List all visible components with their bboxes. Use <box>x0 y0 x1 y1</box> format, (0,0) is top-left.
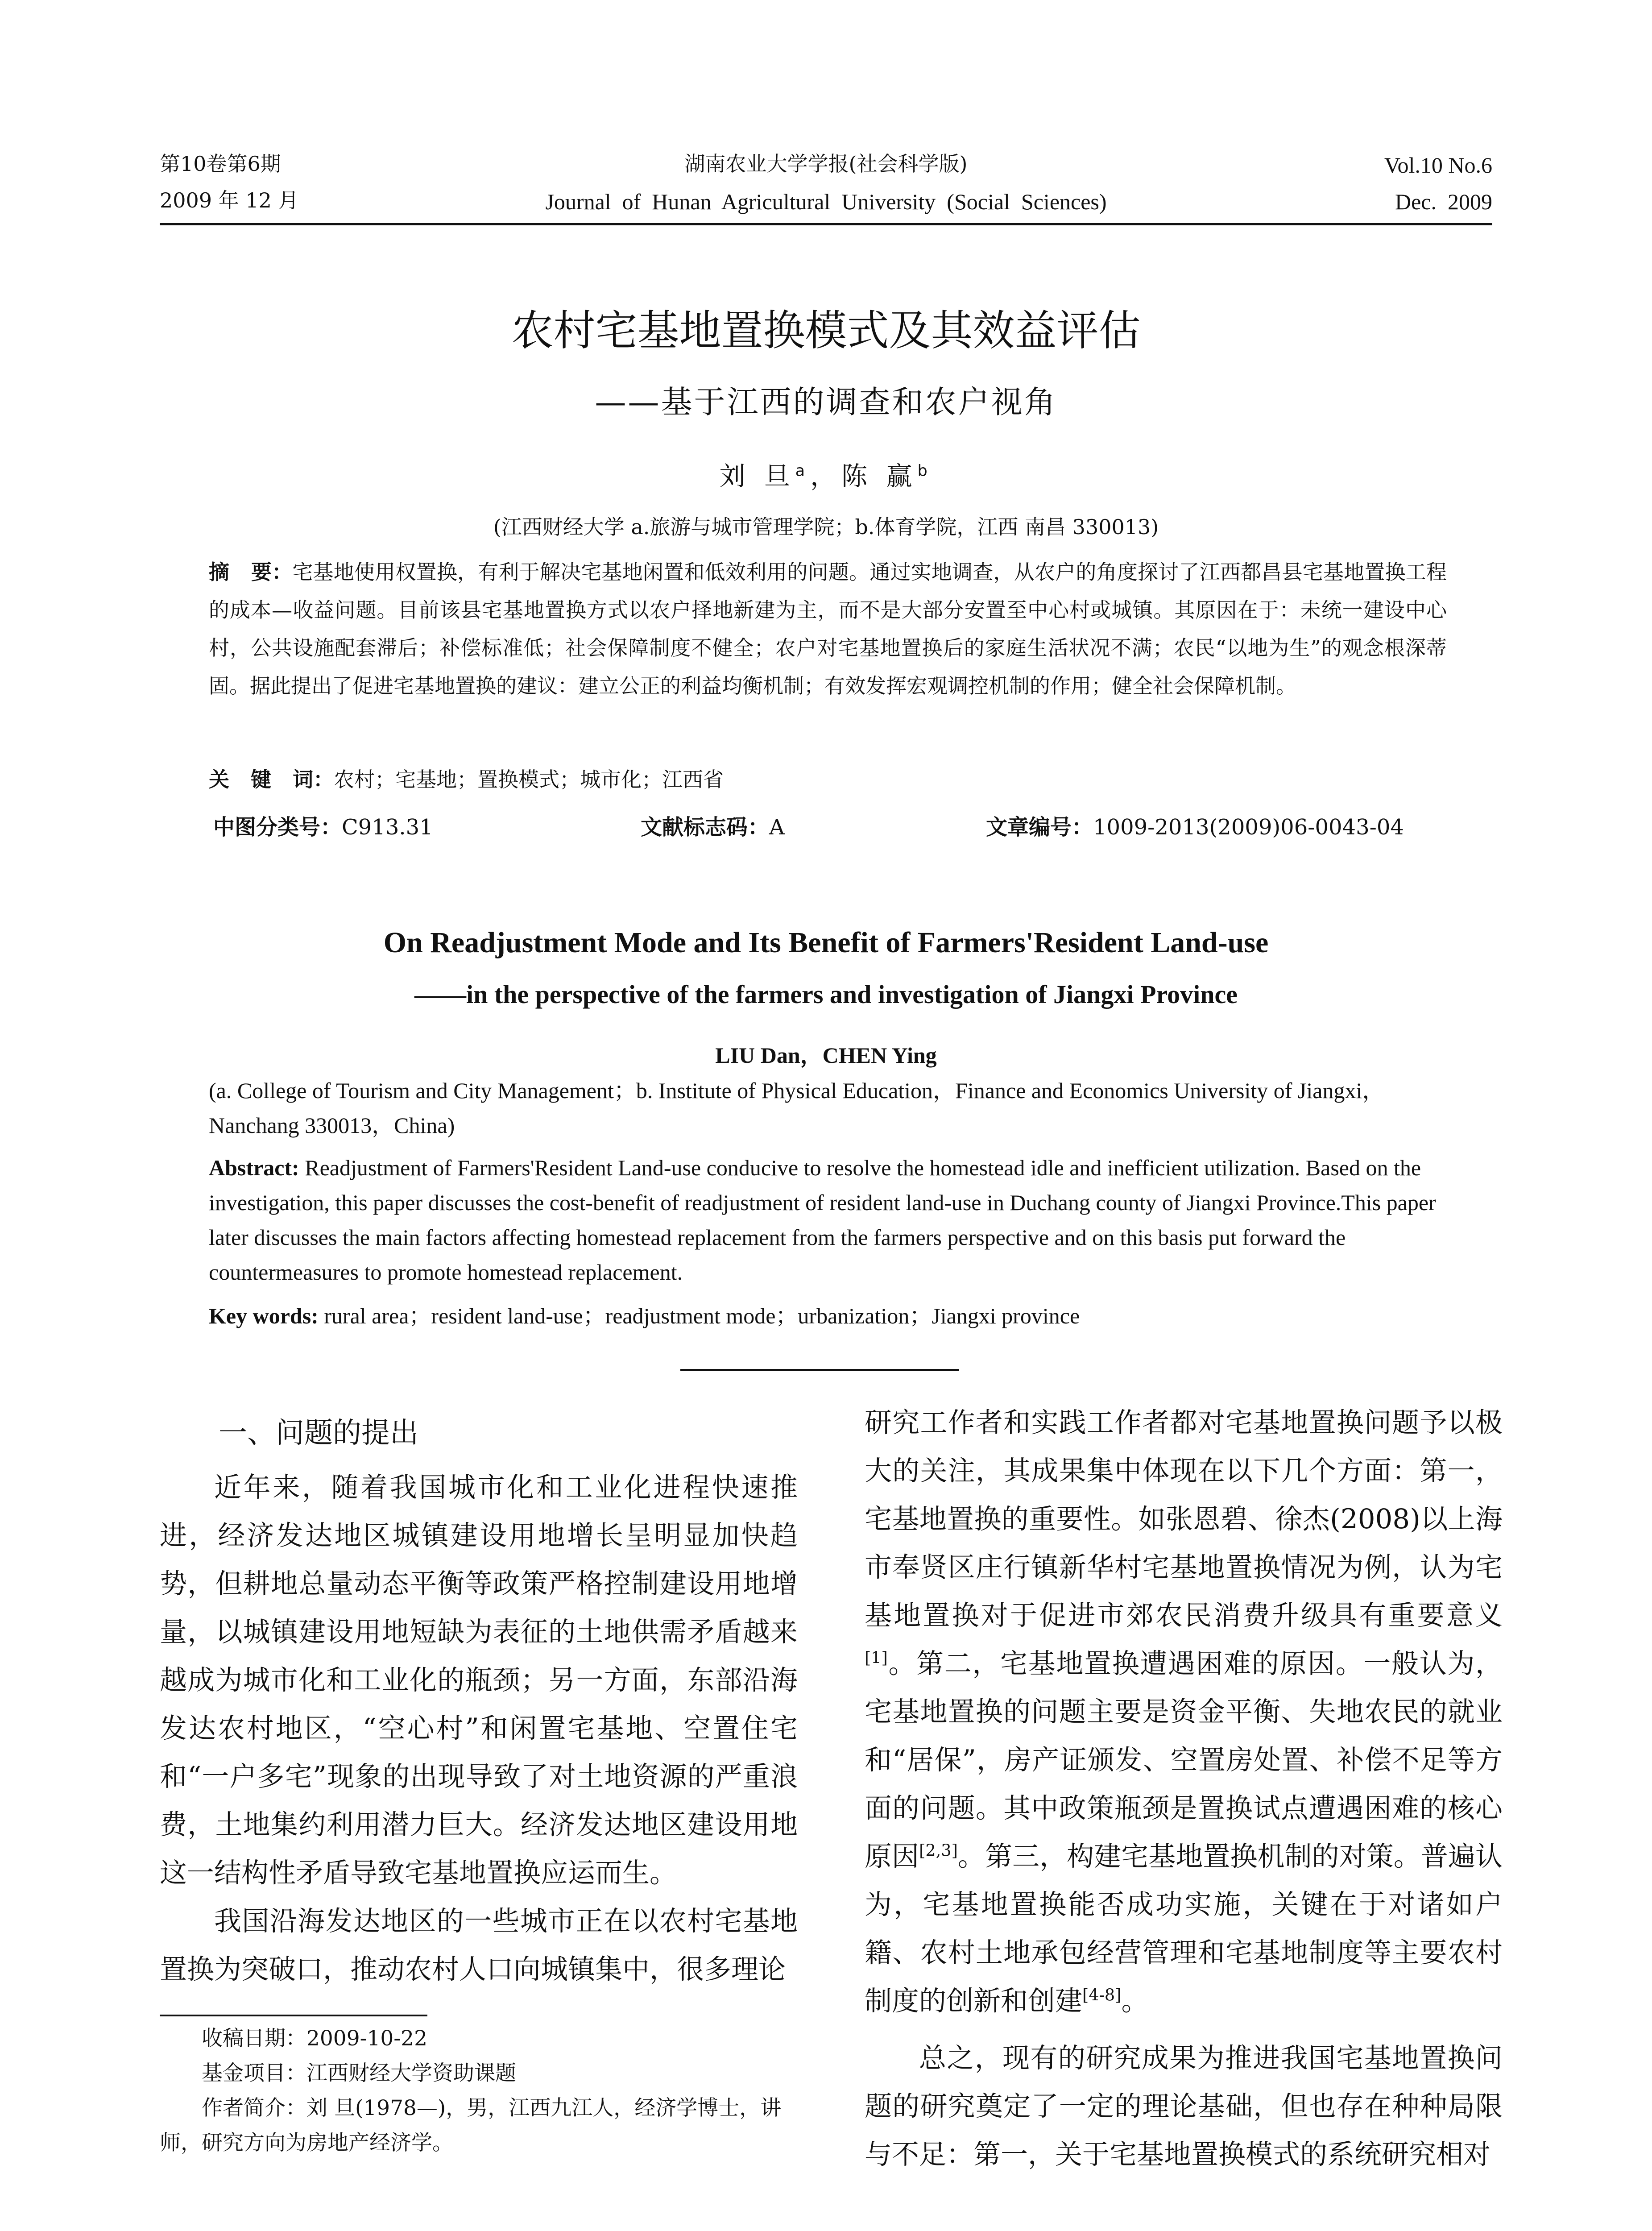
abstract-en-text: Readjustment of Farmers'Resident Land-use conducive to resolve the homestead idle and inefficient utilization. Based on the investigation, this paper discusses the cost-benefit of readjustment of resident land-use in Duchang county of Jiangxi Province.This paper later discusses the main factors affecting homestead replacement from the farmers perspective and on this basis put forward the countermeasures to promote homestead replacement. <box>209 1155 1436 1285</box>
body-paragraph: 我国沿海发达地区的一些城市正在以农村宅基地置换为突破口，推动农村人口向城镇集中，很多理论 <box>160 1905 798 1985</box>
keywords-cn-text: 农村；宅基地；置换模式；城市化；江西省 <box>334 767 724 792</box>
body-paragraph: 总之，现有的研究成果为推进我国宅基地置换问题的研究奠定了一定的理论基础，但也存在种种局限与不足：第一，关于宅基地置换模式的系统研究相对 <box>865 2042 1503 2170</box>
abstract-divider <box>680 1369 959 1371</box>
author-2: 陈 赢 <box>841 461 918 491</box>
keywords-en-text: rural area；resident land-use；readjustment mode；urbanization；Jiangxi province <box>318 1303 1080 1328</box>
abstract-cn-label: 摘 要： <box>209 560 293 584</box>
author-1-affil: a <box>795 462 811 480</box>
header-volume-en: Vol.10 No.6 <box>1384 153 1492 178</box>
subtitle-en: ——in the perspective of the farmers and investigation of Jiangxi Province <box>414 980 1238 1009</box>
authors-cn <box>0 455 1652 493</box>
title-en: On Readjustment Mode and Its Benefit of Farmers'Resident Land-use <box>383 926 1269 959</box>
left-column <box>160 1464 798 1994</box>
doc-code-value: A <box>769 815 785 840</box>
right-column <box>865 1399 1503 2179</box>
abstract-en <box>209 1150 1447 1290</box>
footnote-author-bio: 作者简介：刘 旦(1978—)，男，江西九江人，经济学博士，讲师，研究方向为房地产经济学。 <box>160 2096 782 2155</box>
footnotes <box>160 2021 798 2161</box>
clc-value: C913.31 <box>342 815 433 840</box>
subtitle-cn: ——基于江西的调查和农户视角 <box>595 384 1057 420</box>
right-para-part: 研究工作者和实践工作者都对宅基地置换问题予以极大的关注，其成果集中体现在以下几个方面：第一，宅基地置换的重要性。如张恩碧、徐杰(2008)以上海市奉贤区庄行镇新华村宅基地置换情况为例，认为宅基地置换对于促进市郊农民消费升级具有重要意义 <box>865 1407 1503 1631</box>
header-journal-en: Journal of Hunan Agricultural University (Social Sciences) <box>545 189 1107 214</box>
clc-number <box>213 810 433 841</box>
doc-code-label: 文献标志码： <box>641 815 770 840</box>
body-paragraph: 近年来，随着我国城市化和工业化进程快速推进，经济发达地区城镇建设用地增长呈明显加快趋势，但耕地总量动态平衡等政策严格控制建设用地增量，以城镇建设用地短缺为表征的土地供需矛盾越来越成为城市化和工业化的瓶颈；另一方面，东部沿海发达农村地区，“空心村”和闲置宅基地、空置住宅和“一户多宅”现象的出现导致了对土地资源的严重浪费，土地集约利用潜力巨大。经济发达地区建设用地这一结构性矛盾导致宅基地置换应运而生。 <box>160 1472 798 1889</box>
section-1-heading: 一、问题的提出 <box>219 1417 418 1450</box>
title-cn: 农村宅基地置换模式及其效益评估 <box>511 307 1141 355</box>
authors-en: LIU Dan，CHEN Ying <box>715 1043 937 1068</box>
right-para-part: 。第二，宅基地置换遭遇困难的原因。一般认为，宅基地置换的问题主要是资金平衡、失地农民的就业和“居保”，房产证颁发、空置房处置、补偿不足等方面的问题。其中政策瓶颈是置换试点遭遇困难的核心原因 <box>865 1648 1503 1872</box>
abstract-cn <box>209 553 1447 705</box>
keywords-en <box>209 1298 1447 1333</box>
right-para-part: 。 <box>1121 1985 1149 2017</box>
header-date-en: Dec. 2009 <box>1395 189 1492 214</box>
article-no-label: 文章编号： <box>986 815 1093 840</box>
abstract-en-label: Abstract: <box>209 1155 299 1180</box>
affiliation-en: (a. College of Tourism and City Management；b. Institute of Physical Education，Finance and Economics University of Jiangxi，Nanchang 330013，China) <box>209 1078 1385 1138</box>
author-separator: ， <box>810 461 842 491</box>
header-rule <box>160 223 1492 225</box>
abstract-cn-text: 宅基地使用权置换，有利于解决宅基地闲置和低效利用的问题。通过实地调查，从农户的角度探讨了江西都昌县宅基地置换工程的成本—收益问题。目前该县宅基地置换方式以农户择地新建为主，而不是大部分安置至中心村或城镇。其原因在于：未统一建设中心村，公共设施配套滞后；补偿标准低；社会保障制度不健全；农户对宅基地置换后的家庭生活状况不满；农民“以地为生”的观念根深蒂固。据此提出了促进宅基地置换的建议：建立公正的利益均衡机制；有效发挥宏观调控机制的作用；健全社会保障机制。 <box>209 560 1447 698</box>
keywords-cn <box>209 761 1447 799</box>
keywords-en-label: Key words: <box>209 1303 319 1328</box>
header-date-cn: 2009 年 12 月 <box>160 188 299 212</box>
article-number <box>986 810 1404 841</box>
article-no-value: 1009-2013(2009)06-0043-04 <box>1093 815 1404 840</box>
right-para-part: 。第三，构建宅基地置换机制的对策。普遍认为，宅基地置换能否成功实施，关键在于对诸如户籍、农村土地承包经营管理和宅基地制度等主要农村制度的创新和创建 <box>865 1841 1503 2017</box>
clc-label: 中图分类号： <box>213 815 342 840</box>
footnote-received: 收稿日期：2009-10-22 <box>202 2026 427 2051</box>
author-2-affil: b <box>917 462 933 480</box>
citation-ref: [2,3] <box>919 1841 958 1860</box>
citation-ref: [4-8] <box>1082 1985 1122 2005</box>
document-code <box>641 810 785 841</box>
author-1: 刘 旦 <box>719 461 795 491</box>
affiliation-cn: (江西财经大学 a.旅游与城市管理学院；b.体育学院，江西 南昌 330013) <box>493 515 1159 539</box>
footnote-rule <box>160 2015 427 2016</box>
header-journal-cn: 湖南农业大学学报(社会科学版) <box>684 152 968 176</box>
citation-ref: [1] <box>865 1648 888 1667</box>
footnote-fund: 基金项目：江西财经大学资助课题 <box>202 2061 516 2086</box>
keywords-cn-label: 关 键 词： <box>209 767 334 792</box>
body-paragraph <box>865 1399 1503 2025</box>
header-volume-cn: 第10卷第6期 <box>160 152 281 176</box>
